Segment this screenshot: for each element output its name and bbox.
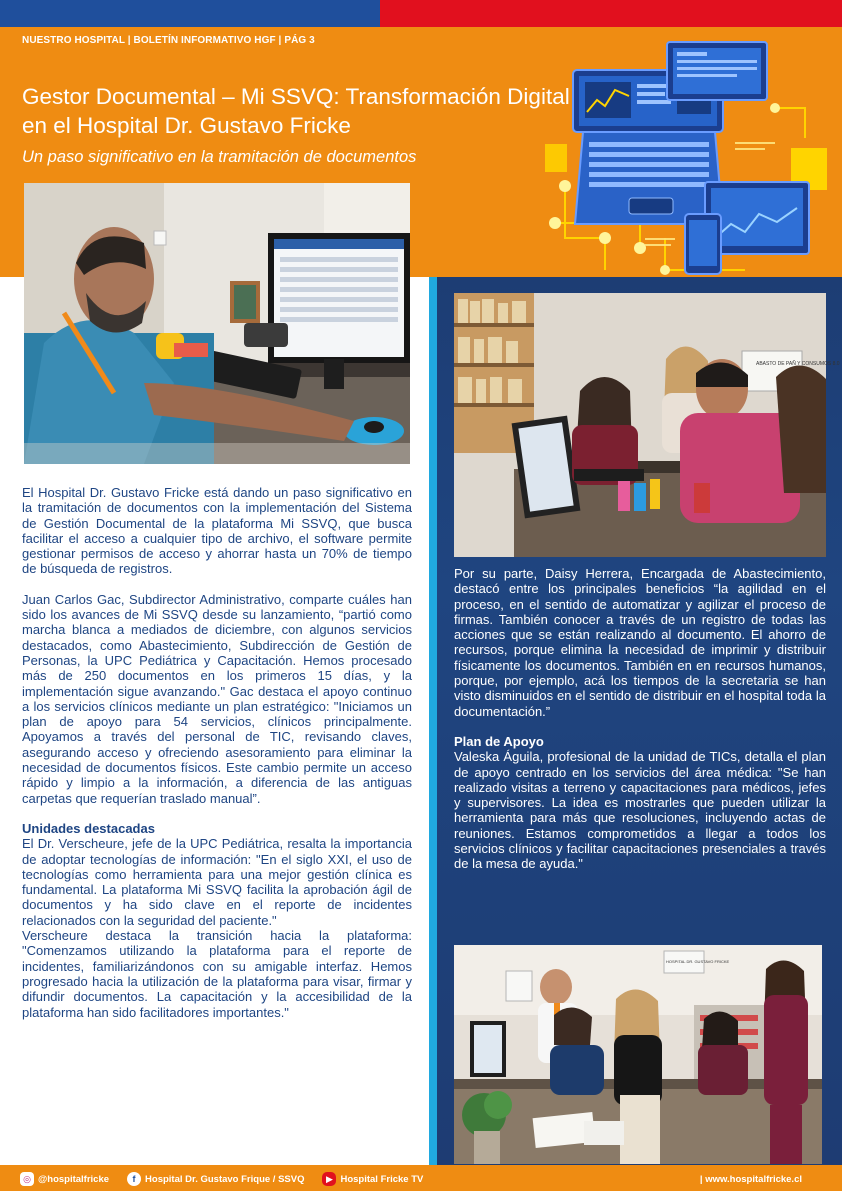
tech-devices-illustration xyxy=(545,38,835,276)
page-subtitle: Un paso significativo en la tramitación de documentos xyxy=(22,148,417,166)
instagram-icon: ◎ xyxy=(20,1172,34,1186)
facebook-handle: Hospital Dr. Gustavo Frique / SSVQ xyxy=(145,1173,305,1185)
left-paragraph-transition: Verscheure destaca la transición hacia la plataforma: "Comenzamos utilizando la plataforma para el reporte de incidentes, familiarizándonos con su amigable interfaz. Hemos progresado hacia la utilización de la plataforma para visar, firmar y difundir documentos. La capacitación y la accesibilidad de la plataforma han sido facilitadores importantes." xyxy=(22,928,412,1020)
panel-accent-bar xyxy=(429,277,437,1165)
photo-man-at-computer xyxy=(24,183,410,464)
facebook-link[interactable] xyxy=(127,1172,304,1186)
instagram-link[interactable] xyxy=(20,1172,109,1186)
kicker: NUESTRO HOSPITAL | BOLETÍN INFORMATIVO HGF | PÁG 3 xyxy=(22,35,315,46)
right-paragraph-aguila: Valeska Águila, profesional de la unidad de TICs, detalla el plan de apoyo centrado en los servicios del área médica: "Se han realizado visitas a terreno y capacitaciones para médicos, jefes y supervisores. La idea es mostrarles que pueden utilizar la herramienta para más que resoluciones, incluyendo actas de reuniones. Estamos comprometidos a llegar a todos los servicios clínicos y facilitar capacitaciones presenciales a través de la mesa de ayuda." xyxy=(454,749,826,872)
instagram-handle: @hospitalfricke xyxy=(38,1173,110,1185)
right-paragraph-herrera: Por su parte, Daisy Herrera, Encargada de Abastecimiento, destacó entre los principales beneficios “la agilidad en el proceso, en el sentido de automatizar y agilizar el proceso de firmas. También conocer a través de un registro de todas las acciones que se están realizando al documento. El ahorro de recursos, porque elimina la necesidad de imprimir y distribuir físicamente los documentos. También en en recursos humanos, porque, por ejemplo, acá los tiempos de la secretaria se han visto disminuidos en el sentido de distribuir en el hospital toda la documentación.” xyxy=(454,566,826,719)
youtube-icon: ▶ xyxy=(322,1172,336,1186)
heading-unidades-destacadas: Unidades destacadas xyxy=(22,820,155,836)
left-paragraph-verscheure: El Dr. Verscheure, jefe de la UPC Pediátrica, resalta la importancia de adoptar tecnologías de información: "En el siglo XXI, el uso de tecnologías como herramienta para una mejor gestión clínica es fundamental. La plataforma Mi SSVQ facilita la aprobación ágil de documentos y ha sido clave en el reporte de incidentes relacionados con la seguridad del paciente." xyxy=(22,836,412,928)
website-url: | www.hospitalfricke.cl xyxy=(699,1173,802,1185)
photo-sign-text: ABASTO DE PAÑ Y CONSUMOS 8.0 xyxy=(756,361,840,367)
photo-team-training xyxy=(454,945,822,1164)
left-paragraph-gac: Juan Carlos Gac, Subdirector Administrativo, comparte cuáles han sido los avances de Mi SSVQ desde su lanzamiento, “partió como marcha blanca a mediados de diciembre, con algunos servicios destacados, como Abastecimiento, Subdirección de Gestión de Personas, la UPC Pediátrica y Capacitación. Hemos procesado más de 250 documentos en los primeros 15 días, y la implementación sigue avanzando." Gac destaca el apoyo continuo a los servicios clínicos mediante un plan estratégico: "Iniciamos un plan de apoyo para 54 servicios, clínicos principalmente. Apoyamos a través del personal de TIC, revisando claves, asegurando acceso y ofreciendo asesoramiento para eliminar la necesidad de documentos físicos. Este cambio permite un acceso rápido y limpio a la información, a diferencia de las antiguas carpetas que requerían traslado manual”. xyxy=(22,591,412,806)
photo-team-meeting xyxy=(454,293,840,557)
left-paragraph-intro: El Hospital Dr. Gustavo Fricke está dando un paso significativo en la tramitación de documentos con la implementación del Sistema de Gestión Documental de la plataforma Mi SSVQ, que busca facilitar el acceso a cualquier tipo de archivo, el software permite gestionar permisos de acceso y ahorrar hasta un 70% de tiempo de búsqueda de registros. xyxy=(22,485,412,577)
facebook-icon: f xyxy=(127,1172,141,1186)
left-column xyxy=(22,485,412,1020)
footer xyxy=(20,1170,820,1188)
youtube-handle: Hospital Fricke TV xyxy=(340,1173,424,1185)
heading-plan-de-apoyo: Plan de Apoyo xyxy=(454,733,544,749)
page-title: Gestor Documental – Mi SSVQ: Transformación Digital en el Hospital Dr. Gustavo Fricke xyxy=(22,84,570,138)
top-band-blue xyxy=(0,0,380,27)
website-link[interactable] xyxy=(700,1174,802,1185)
photo-sign-text-2: HOSPITAL DR. GUSTAVO FRICKE xyxy=(666,959,730,964)
youtube-link[interactable] xyxy=(322,1172,423,1186)
top-band-red xyxy=(380,0,842,27)
right-column xyxy=(454,566,826,872)
